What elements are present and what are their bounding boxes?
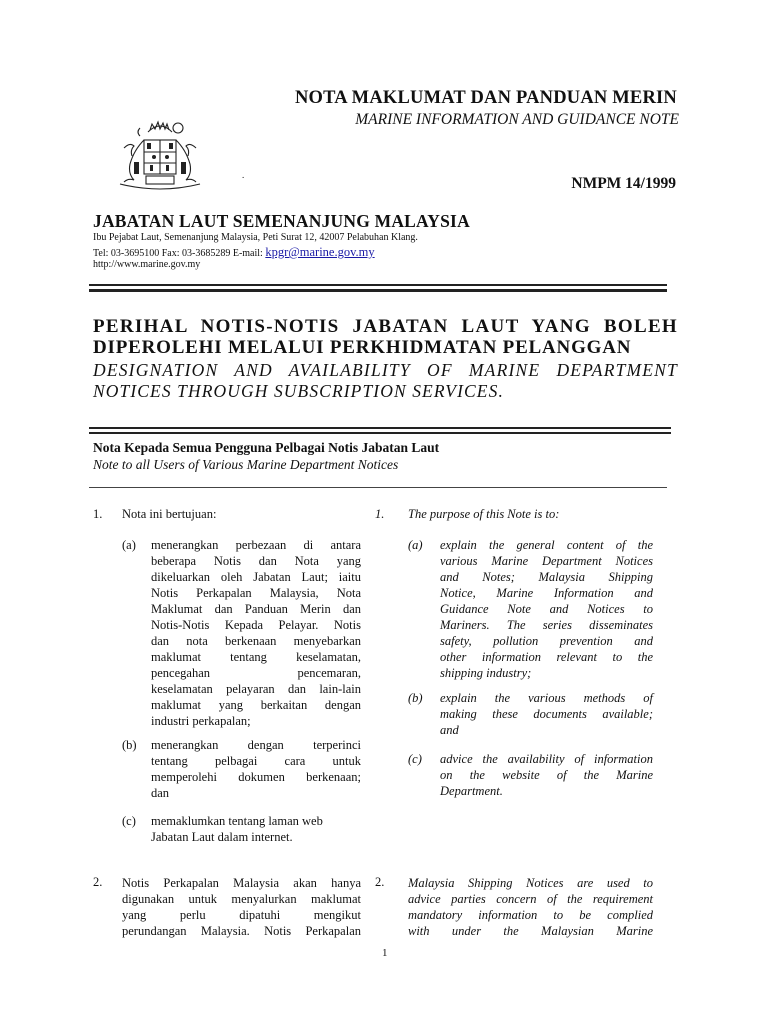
paragraph-number: 1. bbox=[375, 507, 385, 521]
email-link[interactable]: kpgr@marine.gov.my bbox=[265, 245, 375, 259]
item-label: (b) bbox=[122, 738, 137, 752]
list-item: menerangkan perbezaan di antara beberapa Notis dan Nota yang dikeluarkan oleh Jabatan Laut; iaitu Notis Perkapalan Malaysia, Nota Maklumat dan Panduan Merin dan Notis-Notis Kepada Pelayar. Notis dan nota berkenaan menyebarkan maklumat tentang keselamatan, pencegahan pencemaran, keselamatan pelayaran dan lain-lain maklumat yang berkaitan dengan industri perkapalan; bbox=[151, 538, 361, 728]
divider bbox=[89, 284, 667, 286]
paragraph-number: 2. bbox=[93, 875, 103, 889]
list-item: explain the various methods of making these documents available; and bbox=[440, 691, 653, 737]
website-link[interactable]: http://www.marine.gov.my bbox=[93, 259, 201, 270]
department-address: Ibu Pejabat Laut, Semenanjung Malaysia, Peti Surat 12, 42007 Pelabuhan Klang. bbox=[93, 232, 418, 243]
note-heading-english: Note to all Users of Various Marine Department Notices bbox=[93, 457, 399, 472]
paragraph-number: 1. bbox=[93, 507, 103, 521]
stray-mark: . bbox=[242, 170, 245, 180]
paragraph-text: Nota ini bertujuan: bbox=[122, 507, 217, 521]
list-item: explain the general content of the various Marine Department Notices and Notes; Malaysia Shipping Notice, Marine Information and Guidance Note and Notices to Mariners. The series disseminates safety, pollution prevention and other information relevant to the shipping industry; bbox=[440, 538, 653, 680]
main-title-malay-line-1: PERIHAL NOTIS-NOTIS JABATAN LAUT YANG BOLEH bbox=[93, 316, 678, 337]
page-number: 1 bbox=[382, 947, 388, 959]
document-title-malay: NOTA MAKLUMAT DAN PANDUAN MERIN bbox=[294, 88, 677, 108]
list-item: memaklumkan tentang laman web Jabatan Laut dalam internet. bbox=[151, 814, 323, 844]
paragraph-text: Notis Perkapalan Malaysia akan hanya digunakan untuk menyalurkan maklumat yang perlu dipatuhi mengikut perundangan Malaysia. Notis Perkapalan bbox=[122, 876, 361, 938]
coat-of-arms-icon bbox=[110, 118, 210, 198]
main-title-english-line-2: NOTICES THROUGH SUBSCRIPTION SERVICES. bbox=[93, 381, 504, 401]
note-heading-malay: Nota Kepada Semua Pengguna Pelbagai Notis Jabatan Laut bbox=[93, 440, 440, 455]
divider bbox=[89, 289, 667, 292]
list-item: menerangkan dengan terperinci tentang pelbagai cara untuk memperolehi dokumen berkenaan; dan bbox=[151, 738, 361, 800]
department-contact-line bbox=[93, 245, 375, 260]
paragraph-number: 2. bbox=[375, 875, 385, 889]
item-label: (b) bbox=[408, 691, 423, 705]
divider bbox=[89, 487, 667, 488]
paragraph-text: Malaysia Shipping Notices are used to advice parties concern of the requirement mandatory information to be complied with under the Malaysian Marine bbox=[408, 876, 653, 938]
main-title-malay-line-2: DIPEROLEHI MELALUI PERKHIDMATAN PELANGGAN bbox=[93, 337, 632, 358]
item-label: (a) bbox=[408, 538, 423, 552]
divider bbox=[89, 432, 671, 434]
item-label: (c) bbox=[122, 814, 136, 828]
list-item: advice the availability of information on the website of the Marine Department. bbox=[440, 752, 653, 798]
department-contact: Tel: 03-3695100 Fax: 03-3685289 E-mail: bbox=[93, 248, 263, 259]
item-label: (a) bbox=[122, 538, 136, 552]
main-title-english-line-1: DESIGNATION AND AVAILABILITY OF MARINE DEPARTMENT bbox=[93, 360, 678, 380]
item-label: (c) bbox=[408, 752, 422, 766]
department-name: JABATAN LAUT SEMENANJUNG MALAYSIA bbox=[93, 211, 470, 231]
paragraph-text: The purpose of this Note is to: bbox=[408, 507, 560, 521]
divider bbox=[89, 427, 671, 429]
document-title-english: MARINE INFORMATION AND GUIDANCE NOTE bbox=[355, 111, 679, 128]
reference-number: NMPM 14/1999 bbox=[571, 175, 676, 192]
